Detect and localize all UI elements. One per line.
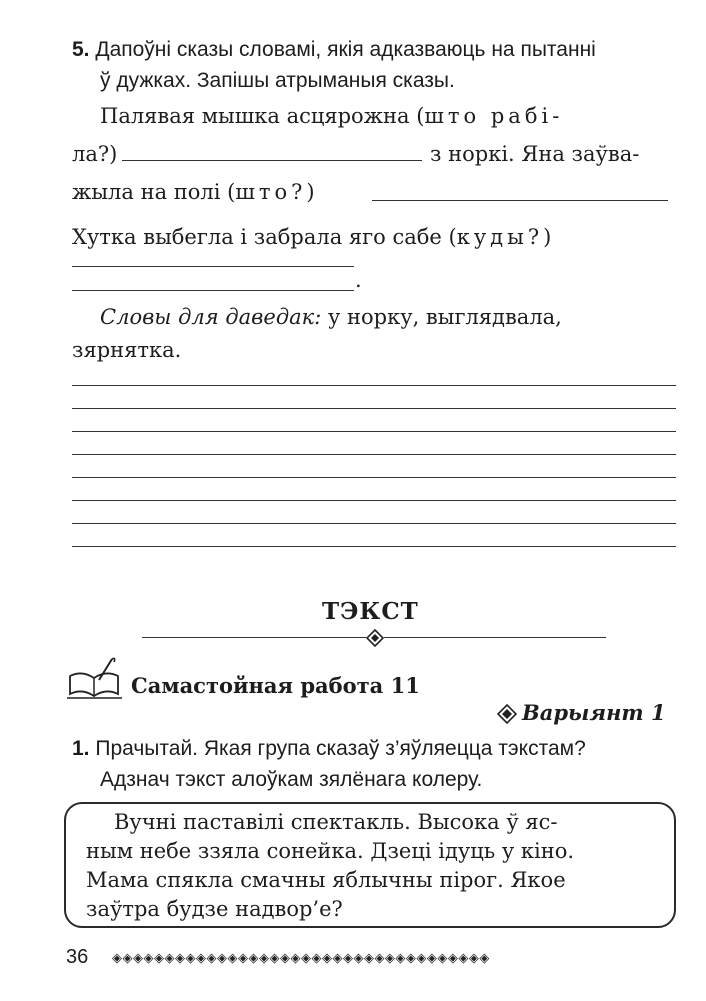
hint-line-2: зярнятка. [72, 338, 182, 362]
exercise-line-1 [100, 104, 563, 128]
exercise-text: ла?) [72, 142, 118, 166]
exercise-line-4 [72, 225, 551, 249]
footer-diamond-border: ◈◈◈◈◈◈◈◈◈◈◈◈◈◈◈◈◈◈◈◈◈◈◈◈◈◈◈◈◈◈◈◈◈◈◈◈ [112, 950, 490, 965]
title-rule-left [142, 637, 366, 638]
question-word: што? [235, 180, 307, 204]
task-5-instruction-1: Дапоўні сказы словамі, якія адказваюць на пытанні [95, 38, 596, 61]
box-line-2: ным небе ззяла сонейка. Дзеці ідуць у кіно. [86, 839, 575, 863]
page-number: 36 [66, 946, 89, 968]
exercise-text: Хутка выбегла і забрала яго сабе ( [72, 225, 457, 249]
question-word: што рабі- [424, 104, 564, 128]
task-5-line-1 [72, 34, 596, 65]
title-rule-right [384, 637, 606, 638]
open-book-pen-icon [66, 656, 124, 704]
box-line-1: Вучні паставілі спектакль. Высока ў яс- [114, 810, 558, 834]
exercise-text: ) [543, 225, 552, 249]
answer-blank[interactable] [72, 266, 354, 267]
writing-line[interactable] [72, 408, 676, 409]
section-title: ТЭКСТ [322, 598, 419, 625]
answer-blank[interactable] [372, 200, 668, 201]
hint-line-1 [100, 305, 562, 329]
task-1-instruction-2: Адзнач тэкст алоўкам зялёнага колеру. [100, 768, 483, 791]
box-line-3: Мама спякла смачны яблычны пірог. Якое [86, 868, 566, 892]
task-5-number: 5. [72, 38, 90, 61]
writing-line[interactable] [72, 431, 676, 432]
exercise-text: ) [306, 180, 315, 204]
exercise-line-3 [72, 180, 315, 204]
task-1-instruction-1: Прачытай. Якая група сказаў з’яўляецца тэкстам? [95, 737, 586, 760]
answer-blank[interactable] [72, 290, 354, 291]
writing-line[interactable] [72, 454, 676, 455]
box-line-4: заўтра будзе надвор’е? [86, 897, 343, 921]
writing-line[interactable] [72, 546, 676, 547]
exercise-text: жыла на полі ( [72, 180, 236, 204]
hint-words: у норку, выглядвала, [327, 305, 562, 329]
writing-line[interactable] [72, 500, 676, 501]
diamond-ornament-icon [366, 629, 384, 647]
exercise-line-2-end: з норкі. Яна заўва- [430, 142, 640, 166]
answer-blank[interactable] [122, 160, 422, 161]
exercise-line-2 [72, 142, 117, 166]
exercise-period: . [355, 268, 362, 292]
writing-line[interactable] [72, 385, 676, 386]
task-1-number: 1. [72, 737, 90, 760]
writing-line[interactable] [72, 523, 676, 524]
variant-label: Варыянт 1 [522, 700, 666, 725]
writing-line[interactable] [72, 477, 676, 478]
task-1-line-1 [72, 733, 586, 764]
work-title: Самастойная работа 11 [131, 673, 420, 698]
variant-diamond-icon [497, 704, 517, 724]
hint-label: Словы для даведак: [100, 305, 322, 329]
task-5-instruction-2: ў дужках. Запішы атрыманыя сказы. [100, 69, 455, 92]
exercise-text: Палявая мышка асцярожна ( [100, 104, 425, 128]
question-word: куды? [456, 225, 544, 249]
